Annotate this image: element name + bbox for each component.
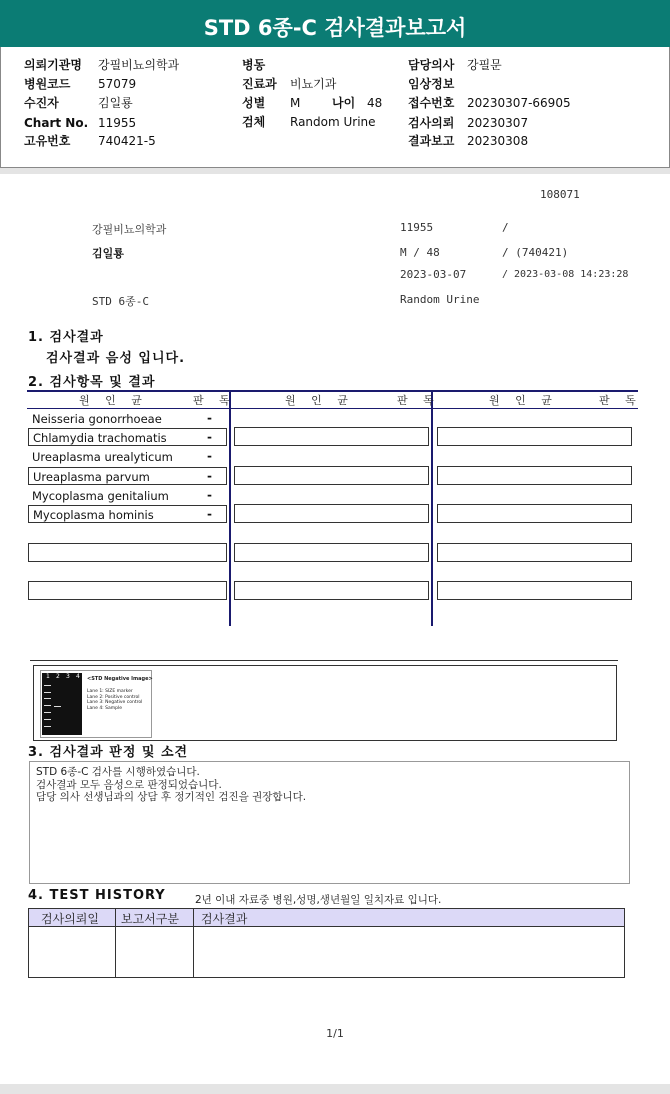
receipt-no-label: 접수번호	[408, 96, 455, 110]
hospital-code-value: 57079	[98, 77, 137, 91]
marker-band	[44, 712, 51, 713]
col-header-pathogen-3: 원 인 균	[489, 394, 558, 407]
col-header-judge-2: 판 독	[397, 394, 440, 407]
gel-panel-divider	[30, 660, 618, 661]
gel-title: <STD Negative Image>	[87, 676, 153, 682]
gel-legend-line: Lane 3: Negative control	[87, 700, 143, 705]
specimen-value: Random Urine	[290, 115, 376, 129]
specimen-label: 검체	[242, 115, 266, 129]
table-divider-1	[229, 390, 231, 626]
opinion-box	[29, 761, 630, 884]
summary-request-date: 2023-03-07	[400, 268, 467, 281]
gel-legend-line: Lane 4: Sample	[87, 705, 122, 711]
result-row-label: Ureaplasma urealyticum	[32, 450, 173, 464]
patient-value: 김일룡	[98, 96, 133, 110]
chart-no-label: Chart No.	[24, 116, 89, 130]
hospital-code-label: 병원코드	[24, 77, 71, 91]
opinion-line: 검사결과 모두 음성으로 판정되었습니다.	[36, 778, 222, 791]
result-value: -	[207, 430, 212, 444]
summary-patient: 김일룡	[92, 247, 124, 260]
summary-slash: /	[502, 221, 509, 234]
summary-test-name: STD 6종-C	[92, 295, 149, 308]
empty-result-row	[234, 581, 429, 600]
results-table	[27, 390, 642, 626]
request-date-label: 검사의뢰	[408, 116, 455, 130]
summary-sex-age: M / 48	[400, 246, 440, 259]
result-row-label: Mycoplasma genitalium	[32, 489, 169, 503]
summary-hospital: 강필비뇨의학과	[92, 223, 167, 236]
gel-electrophoresis-image	[40, 670, 152, 738]
result-value: -	[207, 449, 212, 463]
marker-band	[44, 685, 51, 686]
section-3-title: 3. 검사결과 판정 및 소견	[28, 745, 189, 760]
empty-result-row	[437, 504, 632, 523]
history-table-header	[29, 909, 624, 927]
history-header-result: 검사결과	[201, 912, 248, 926]
result-row-label: Ureaplasma parvum	[28, 467, 227, 485]
department-value: 비뇨기과	[290, 77, 337, 91]
result-row-label: Chlamydia trachomatis	[28, 428, 227, 446]
report-date-label: 결과보고	[408, 134, 455, 148]
report-title: STD 6종-C 검사결과보고서	[0, 0, 670, 47]
empty-result-row	[234, 504, 429, 523]
section-1-result-text: 검사결과 음성 입니다.	[46, 351, 186, 366]
empty-result-row	[234, 427, 429, 446]
history-note: 2년 이내 자료중 병원,성명,생년월일 일치자료 입니다.	[195, 894, 442, 906]
summary-chart-no: 11955	[400, 221, 434, 234]
report-date-value: 20230308	[467, 134, 529, 148]
summary-specimen: Random Urine	[400, 293, 480, 306]
doctor-label: 담당의사	[408, 58, 455, 72]
ward-label: 병동	[242, 58, 266, 72]
report-number: 108071	[540, 188, 580, 201]
table-divider-2	[431, 390, 433, 626]
empty-result-row	[234, 466, 429, 485]
empty-result-row	[437, 427, 632, 446]
result-value: -	[207, 488, 212, 502]
result-row-label: Neisseria gonorrhoeae	[32, 412, 162, 426]
empty-result-row	[437, 543, 632, 562]
receipt-no-value: 20230307-66905	[467, 96, 571, 110]
section-1-title: 1. 검사결과	[28, 330, 104, 345]
history-header-request-date: 검사의뢰일	[41, 912, 99, 926]
hospital-label: 의뢰기관명	[24, 58, 82, 72]
chart-no-value: 11955	[98, 116, 137, 130]
empty-result-row	[437, 581, 632, 600]
result-value: -	[207, 411, 212, 425]
col-header-judge-1: 판 독	[193, 394, 236, 407]
opinion-line: STD 6종-C 검사를 시행하였습니다.	[36, 766, 200, 778]
opinion-line: 담당 의사 선생님과의 상담 후 정기적인 검진을 권장합니다.	[36, 791, 307, 803]
clinical-info-label: 임상정보	[408, 77, 455, 91]
summary-report-datetime: / 2023-03-08 14:23:28	[502, 269, 629, 280]
history-table	[28, 908, 625, 978]
unique-id-value: 740421-5	[98, 134, 156, 148]
marker-band	[44, 692, 51, 693]
history-header-report-type: 보고서구분	[121, 912, 179, 926]
empty-result-row	[28, 543, 227, 562]
age-label: 나이	[332, 96, 356, 110]
history-col-divider	[193, 909, 194, 977]
lane-number: 2	[56, 673, 60, 680]
age-value: 48	[367, 96, 383, 110]
result-value: -	[207, 469, 212, 483]
marker-band	[44, 719, 51, 720]
empty-result-row	[437, 466, 632, 485]
col-header-pathogen-1: 원 인 균	[79, 394, 148, 407]
gel-image-panel	[33, 665, 617, 741]
result-row-label: Mycoplasma hominis	[28, 505, 227, 523]
doctor-value: 강필문	[467, 58, 502, 72]
marker-band	[44, 698, 51, 699]
result-value: -	[207, 507, 212, 521]
unique-id-label: 고유번호	[24, 134, 71, 148]
page-number: 1/1	[326, 1027, 344, 1040]
gel-legend-line: Lane 2: Positive control	[87, 694, 140, 700]
summary-id-no: / (740421)	[502, 246, 569, 259]
gel-lanes	[42, 673, 82, 735]
lane-number: 4	[76, 673, 80, 680]
marker-band	[44, 726, 51, 727]
table-header-border	[27, 408, 638, 409]
empty-result-row	[28, 581, 227, 600]
request-date-value: 20230307	[467, 116, 529, 130]
patient-label: 수진자	[24, 96, 59, 110]
empty-result-row	[234, 543, 429, 562]
sex-label: 성별	[242, 96, 266, 110]
lane-number: 1	[46, 673, 50, 680]
lane-number: 3	[66, 673, 70, 680]
col-header-pathogen-2: 원 인 균	[285, 394, 354, 407]
section-2-title: 2. 검사항목 및 결과	[28, 375, 156, 390]
hospital-value: 강필비뇨의학과	[98, 58, 180, 72]
page-bottom-band	[0, 1084, 670, 1094]
sex-value: M	[290, 96, 301, 110]
page-separator	[0, 168, 670, 174]
control-band	[54, 706, 61, 707]
department-label: 진료과	[242, 77, 277, 91]
gel-legend-line: Lane 1: SIZE marker	[87, 689, 133, 694]
col-header-judge-3: 판 독	[599, 394, 642, 407]
section-4-title: 4. TEST HISTORY	[28, 888, 166, 903]
marker-band	[44, 705, 51, 706]
history-col-divider	[115, 909, 116, 977]
